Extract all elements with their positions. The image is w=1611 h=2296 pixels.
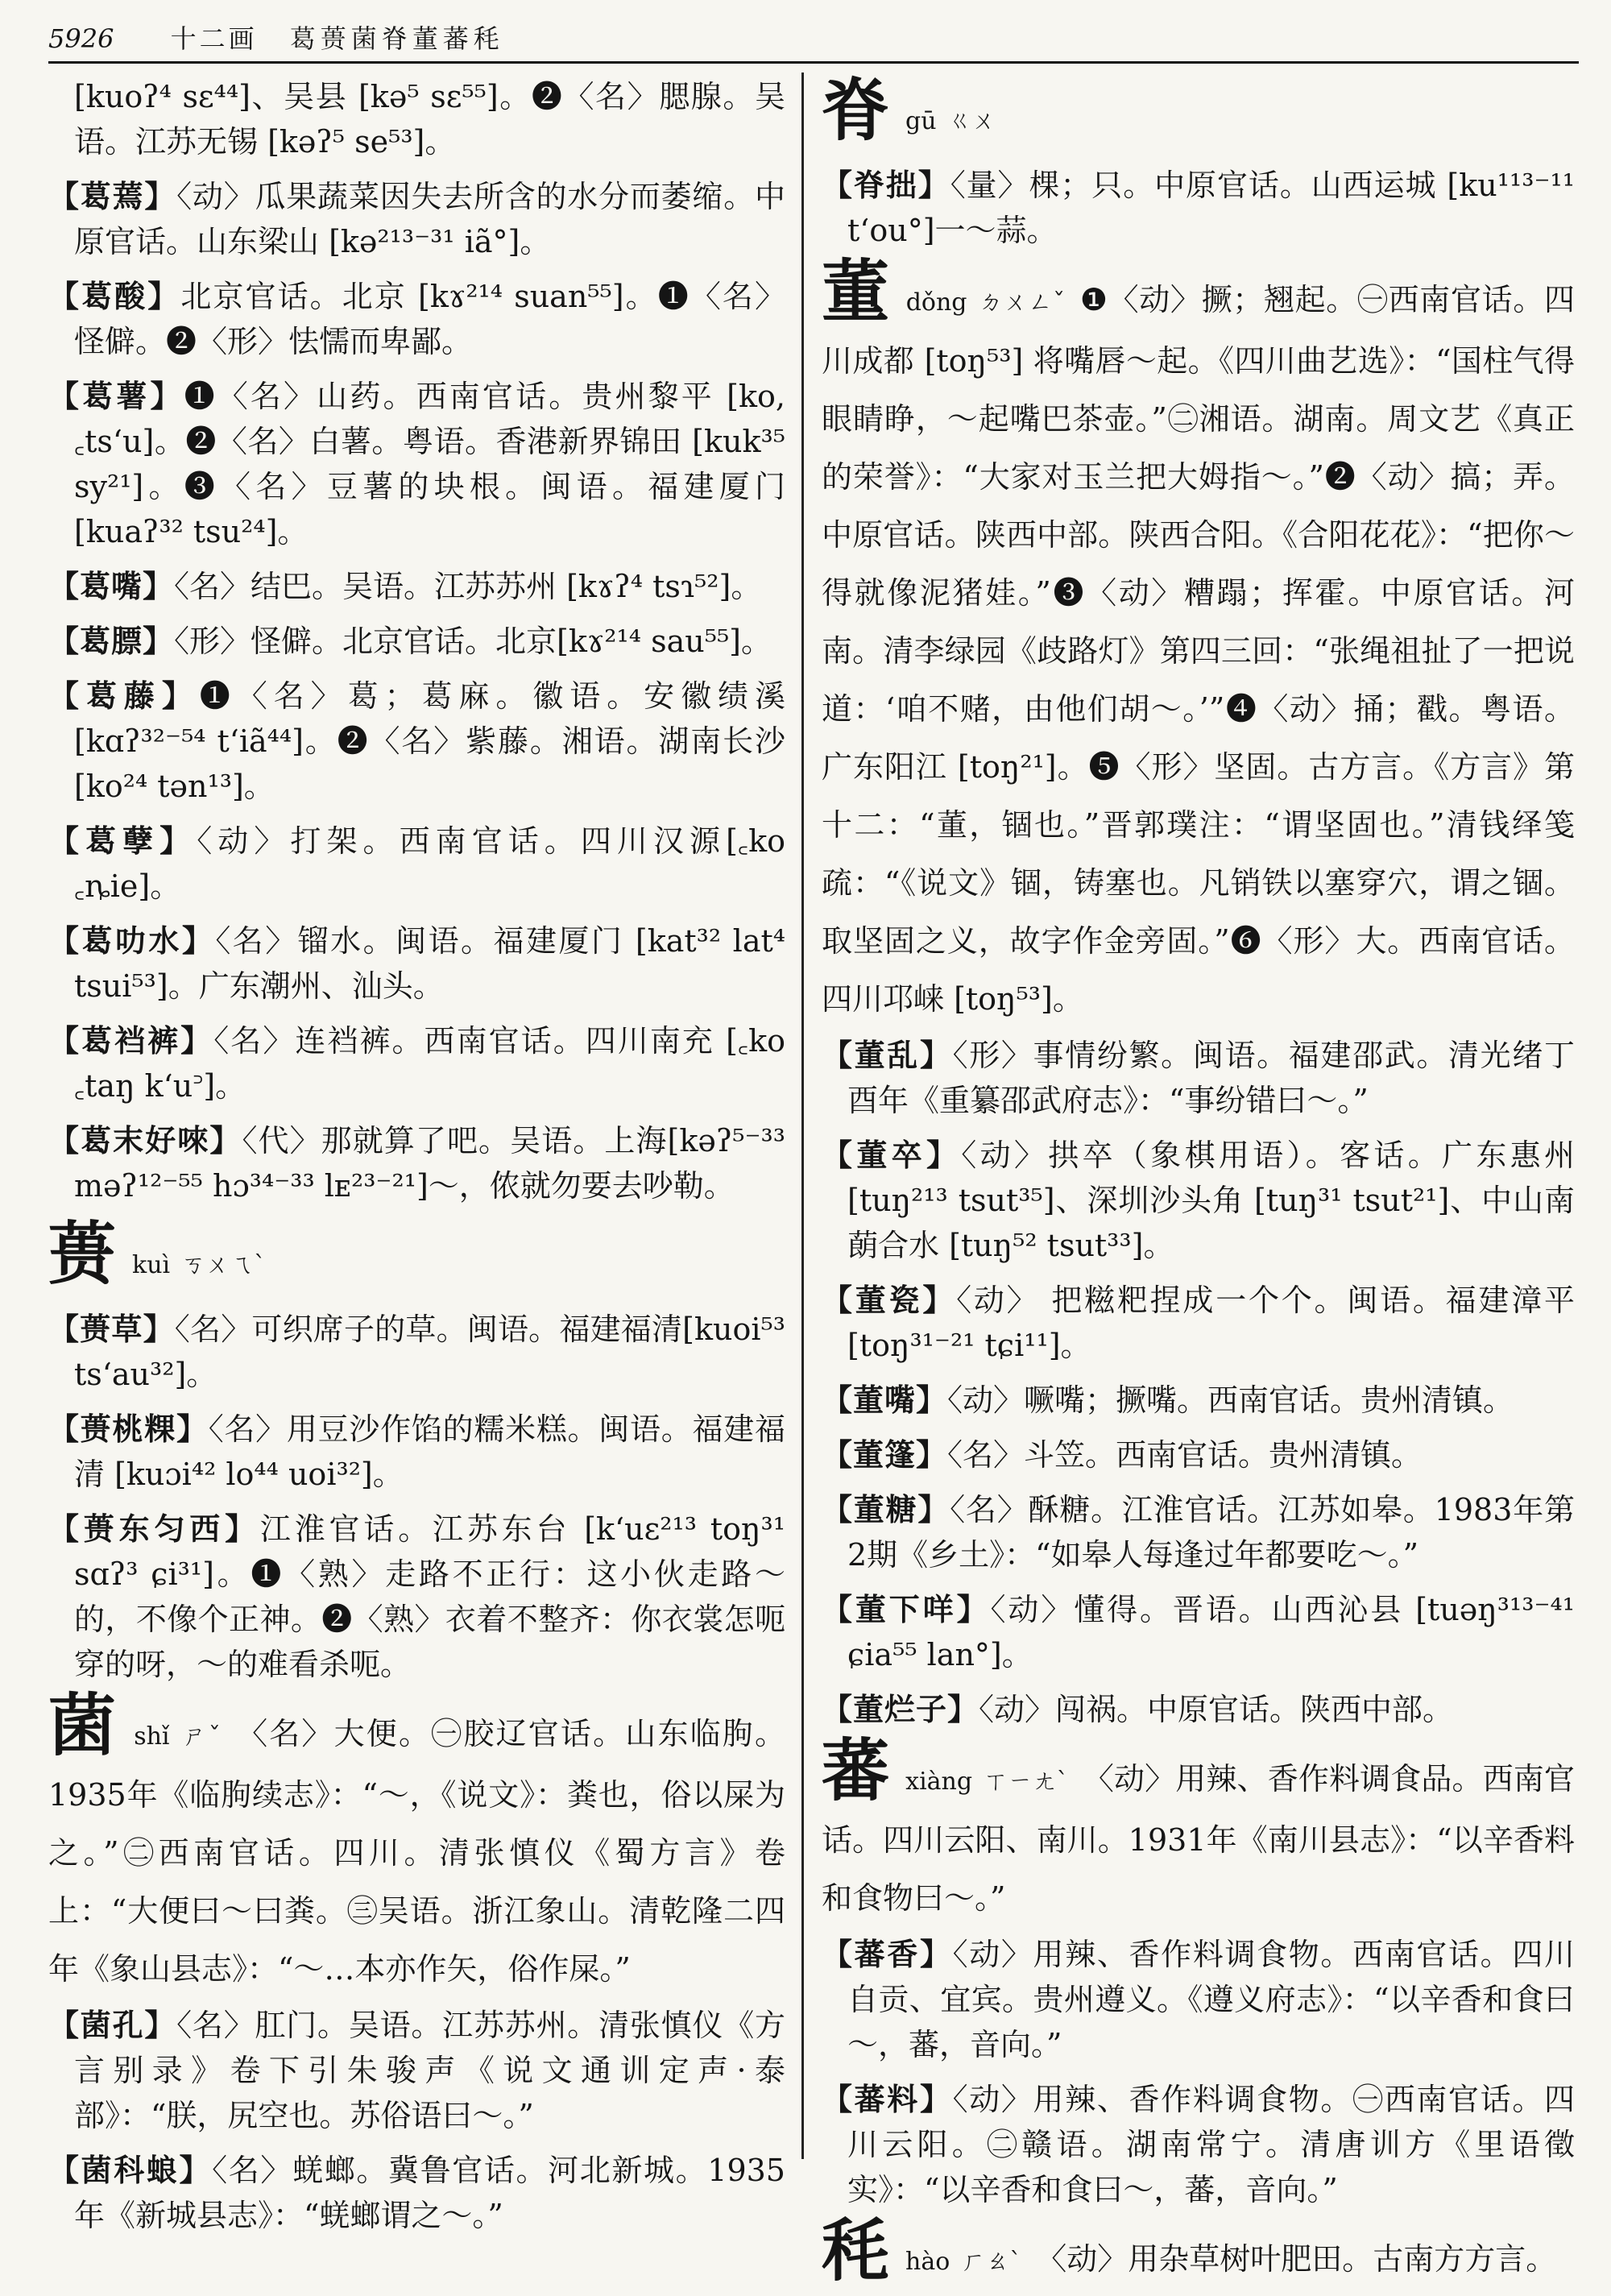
entry-headword: 【葛酸】: [48, 278, 181, 314]
entry-headword: 【葛孽】: [48, 823, 197, 859]
entry-definition: 〈名〉斗笠。西南官话。贵州清镇。: [947, 1437, 1423, 1473]
page-header: [48, 18, 1579, 60]
page-number: 5926: [48, 23, 114, 54]
head-definition: 〈动〉用杂草树叶肥田。古南方方言。: [1036, 2241, 1557, 2277]
entry-definition: 〈名〉蜣螂。冀鲁官话。河北新城。1935年《新城县志》：“蜣螂谓之～。”: [74, 2153, 785, 2233]
entry-definition: 北京官话。北京 [kɤ²¹⁴ suan⁵⁵]。❶〈名〉怪僻。❷〈形〉怯懦而卑鄙。: [74, 279, 785, 359]
entry-definition: 〈动〉闯祸。中原官话。陕西中部。: [979, 1692, 1454, 1727]
entry-definition: 〈名〉镏水。闽语。福建厦门 [kat³² lat⁴ tsui⁵³]。广东潮州、汕头。: [74, 923, 785, 1004]
dictionary-entry: [48, 174, 785, 264]
entry-headword: 【蒉草】: [48, 1311, 175, 1347]
dictionary-entry: [48, 819, 785, 909]
entry-definition: 〈动〉打架。西南官话。四川汉源[꜀ko ꜀ȵie]。: [74, 823, 785, 904]
dictionary-entry: [822, 1432, 1575, 1477]
entry-definition: 〈形〉怪僻。北京官话。北京[kɤ²¹⁴ sau⁵⁵]。: [174, 624, 772, 659]
head-pinyin: hào: [905, 2248, 950, 2276]
head-zhuyin: ㄉㄨㄥˇ: [978, 288, 1066, 317]
entry-definition: 〈动〉用辣、香作料调食物。㊀西南官话。四川云阳。㊁赣语。湖南常宁。清唐训方《里语徵实》：“以辛香和食曰～，蕃，音向。”: [847, 2082, 1575, 2207]
entry-headword: 【葛藤】: [48, 678, 200, 714]
entry-headword: 【蒉东匀西】: [48, 1511, 260, 1547]
right-column: [822, 70, 1575, 2296]
header-rule: [48, 61, 1579, 64]
dictionary-entry: [822, 1133, 1575, 1268]
entry-definition: 〈名〉可织席子的草。闽语。福建福清[kuoi⁵³ tsʻau³²]。: [74, 1312, 785, 1392]
entry-definition: 〈形〉事情纷繁。闽语。福建邵武。清光绪丁酉年《重纂邵武府志》：“事纷错曰～。”: [847, 1038, 1575, 1118]
dictionary-entry: [822, 1033, 1575, 1123]
head-definition: 〈动〉用辣、香作料调食品。西南官话。四川云阳、南川。1931年《南川县志》：“以辛香料和食物曰～。”: [822, 1761, 1575, 1916]
head-character: 蕃: [822, 1730, 890, 1810]
header-characters: 葛蒉菌脊董蕃秏: [289, 23, 504, 54]
head-zhuyin: ㄕˇ: [180, 1722, 223, 1751]
entry-headword: 【董卒】: [822, 1137, 962, 1173]
head-zhuyin: ㄒㄧㄤˋ: [984, 1768, 1069, 1796]
entry-definition: 〈名〉连裆裤。西南官话。四川南充 [꜀ko ꜀taŋ kʻu꜄]。: [74, 1023, 785, 1104]
head-character: 蒉: [48, 1214, 117, 1294]
head-pinyin: gū: [905, 107, 937, 135]
dictionary-entry: [48, 1407, 785, 1497]
entry-definition: 〈名〉肛门。吴语。江苏苏州。清张慎仪《方言别录》卷下引朱骏声《说文通训定声·泰部》：“朕，尻空也。苏俗语曰～。”: [74, 2008, 785, 2133]
head-pinyin: xiàng: [905, 1768, 973, 1796]
entry-definition: 〈名〉结巴。吴语。江苏苏州 [kɤʔ⁴ tsɿ⁵²]。: [174, 569, 762, 604]
character-heading-xiang: [822, 1730, 1575, 1927]
entry-definition: 〈名〉用豆沙作馅的糯米糕。闽语。福建福清 [kuɔi⁴² lo⁴⁴ uoi³²]。: [74, 1411, 785, 1492]
entry-headword: 【董下咩】: [822, 1591, 991, 1627]
entry-definition: 〈代〉那就算了吧。吴语。上海[kəʔ⁵⁻³³ məʔ¹²⁻⁵⁵ hɔ³⁴⁻³³ lᴇ²³⁻²¹]～，侬就勿要去吵勒。: [74, 1123, 785, 1204]
entry-headword: 【脊拙】: [822, 167, 950, 203]
dictionary-entry: [48, 374, 785, 554]
entry-headword: 【葛嘴】: [48, 568, 175, 604]
head-character: 董: [822, 251, 890, 331]
head-character: 秏: [822, 2211, 890, 2290]
head-character: 菌: [48, 1685, 118, 1765]
dictionary-entry: [822, 1487, 1575, 1577]
entry-headword: 【董瓷】: [822, 1282, 957, 1318]
head-pinyin: dǒng: [905, 288, 967, 317]
head-definition: 〈名〉大便。㊀胶辽官话。山东临朐。1935年《临朐续志》：“～，《说文》：粪也，俗以屎为之。”㊁西南官话。四川。清张慎仪《蜀方言》卷上：“大便曰～曰粪。㊂吴语。浙江象山。清乾隆二四年《象山县志》：“～…本亦作矢，俗作屎。”: [48, 1716, 785, 1987]
dictionary-entry: [48, 2148, 785, 2238]
head-pinyin: kuì: [132, 1251, 171, 1279]
entry-headword: 【葛膘】: [48, 623, 175, 659]
head-zhuyin: ㄏㄠˋ: [961, 2248, 1022, 2276]
entry-definition: 〈动〉瓜果蔬菜因失去所含的水分而萎缩。中原官话。山东梁山 [kə²¹³⁻³¹ iã°]。: [74, 179, 785, 259]
dictionary-entry: [48, 918, 785, 1009]
ge-entries: [48, 174, 785, 1208]
head-character: 脊: [822, 70, 890, 150]
dictionary-entry: [48, 1118, 785, 1208]
entry-definition: ❶〈名〉葛；葛麻。徽语。安徽绩溪 [kɑʔ³²⁻⁵⁴ tʻiã⁴⁴]。❷〈名〉紫藤。湘语。湖南长沙 [ko²⁴ tən¹³]。: [74, 678, 785, 804]
entry-headword: 【葛薯】: [48, 378, 184, 414]
dictionary-entry: [48, 564, 785, 609]
entry-definition: 〈动〉懂得。晋语。山西沁县 [tuəŋ³¹³⁻⁴¹ ɕia⁵⁵ lan°]。: [847, 1592, 1575, 1672]
dictionary-entry: [48, 619, 785, 664]
entry-headword: 【董嘴】: [822, 1382, 948, 1418]
entry-headword: 【葛裆裤】: [48, 1022, 214, 1059]
entry-headword: 【蒉桃粿】: [48, 1411, 209, 1447]
entry-definition: 〈动〉用辣、香作料调食物。西南官话。四川自贡、宜宾。贵州遵义。《遵义府志》：“以辛香和食曰～，蕃，音向。”: [847, 1937, 1575, 2062]
entry-headword: 【董烂子】: [822, 1691, 979, 1727]
entry-headword: 【葛叻水】: [48, 922, 216, 959]
entry-definition: 〈动〉噘嘴；撅嘴。西南官话。贵州清镇。: [947, 1382, 1514, 1418]
dictionary-entry: [48, 673, 785, 809]
dictionary-entry: [822, 1278, 1575, 1368]
entry-definition: 〈动〉拱卒（象棋用语）。客话。广东惠州[tuŋ²¹³ tsut³⁵]、深圳沙头角 [tuŋ³¹ tsut²¹]、中山南蓢合水 [tuŋ⁵² tsut³³]。: [847, 1138, 1575, 1263]
head-definition: ❶〈动〉撅；翘起。㊀西南官话。四川成都 [toŋ⁵³] 将嘴唇～起。《四川曲艺选》：“国柱气得眼睛睁，～起嘴巴茶壶。”㊁湘语。湖南。周文艺《真正的荣誉》：“大家对玉兰把大姆指～。”❷〈动〉搞；弄。中原官话。陕西中部。陕西合阳。《合阳花花》：“把你～得就像泥猪娃。”❸〈动〉糟蹋；挥霍。中原官话。河南。清李绿园《歧路灯》第四三回：“张绳祖扯了一把说道：‘咱不赌，由他们胡～。’”❹〈动〉捅；戳。粤语。广东阳江 [toŋ²¹]。❺〈形〉坚固。古方言。《方言》第十二：“董，锢也。”晋郭璞注：“谓坚固也。”清钱绎笺疏：“《说文》锢，铸塞也。凡销铁以塞穿穴，谓之锢。取坚固之义，故字作金旁固。”❻〈形〉大。西南官话。四川邛崃 [toŋ⁵³]。: [822, 282, 1575, 1017]
entry-headword: 【董篷】: [822, 1436, 948, 1473]
dictionary-entry: [48, 1307, 785, 1397]
entry-definition: 〈量〉棵；只。中原官话。山西运城 [ku¹¹³⁻¹¹ tʻou°]一～蒜。: [847, 168, 1575, 248]
entry-headword: 【董乱】: [822, 1037, 953, 1073]
entry-definition: ❶〈名〉山药。西南官话。贵州黎平 [ko, ꜀tsʻu]。❷〈名〉白薯。粤语。香港新界锦田 [kuk³⁵ sy²¹]。❸〈名〉豆薯的块根。闽语。福建厦门[kuaʔ³² tsu²⁴]。: [74, 379, 785, 549]
entry-headword: 【蕃香】: [822, 1936, 953, 1972]
head-pinyin: shǐ: [134, 1722, 170, 1751]
entry-headword: 【董糖】: [822, 1491, 950, 1527]
entry-headword: 【蕃料】: [822, 2081, 953, 2117]
dictionary-entry: [48, 2003, 785, 2138]
entry-headword: 【葛末好唻】: [48, 1122, 242, 1158]
left-column: [48, 74, 785, 2248]
entry-headword: 【葛蔫】: [48, 178, 177, 214]
dictionary-entry: [48, 1018, 785, 1109]
column-divider: [801, 73, 804, 2159]
character-heading-shi: [48, 1685, 785, 1998]
dictionary-entry: [48, 1506, 785, 1687]
character-heading-kui: [48, 1214, 785, 1302]
entry-definition: 〈动〉 把糍粑捏成一个个。闽语。福建漳平 [toŋ³¹⁻²¹ tɕi¹¹]。: [847, 1283, 1575, 1363]
entry-headword: 【菌科蜋】: [48, 2152, 213, 2188]
dictionary-entry: [822, 163, 1575, 253]
character-heading-gu: [822, 70, 1575, 158]
dictionary-entry: [822, 2077, 1575, 2212]
entry-definition: 江淮官话。江苏东台 [kʻuɛ²¹³ toŋ³¹ sɑʔ³ ɕi³¹]。❶〈熟〉走路不正行：这小伙走路～的，不像个正神。❷〈熟〉衣着不整齐：你衣裳怎呃穿的呀，～的难看杀呃。: [74, 1511, 785, 1682]
dictionary-entry: [822, 1687, 1575, 1732]
head-zhuyin: ㄍㄨ: [947, 107, 996, 135]
dictionary-entry: [822, 1587, 1575, 1677]
dictionary-entry: [48, 274, 785, 364]
entry-headword: 【菌孔】: [48, 2007, 177, 2043]
entry-definition: 〈名〉酥糖。江淮官话。江苏如皋。1983年第2期《乡土》：“如皋人每逢过年都要吃～。”: [847, 1492, 1575, 1573]
character-heading-dong: [822, 251, 1575, 1028]
character-heading-hao: [822, 2211, 1575, 2291]
dictionary-entry: [822, 1932, 1575, 2067]
head-zhuyin: ㄎㄨㄟˋ: [181, 1251, 267, 1279]
continued-entry: [kuoʔ⁴ sɛ⁴⁴]、吴县 [kə⁵ sɛ⁵⁵]。❷〈名〉腮腺。吴语。江苏无锡 [kəʔ⁵ se⁵³]。: [74, 79, 785, 160]
section-label: 十二画: [170, 23, 258, 54]
dictionary-entry: [822, 1378, 1575, 1423]
